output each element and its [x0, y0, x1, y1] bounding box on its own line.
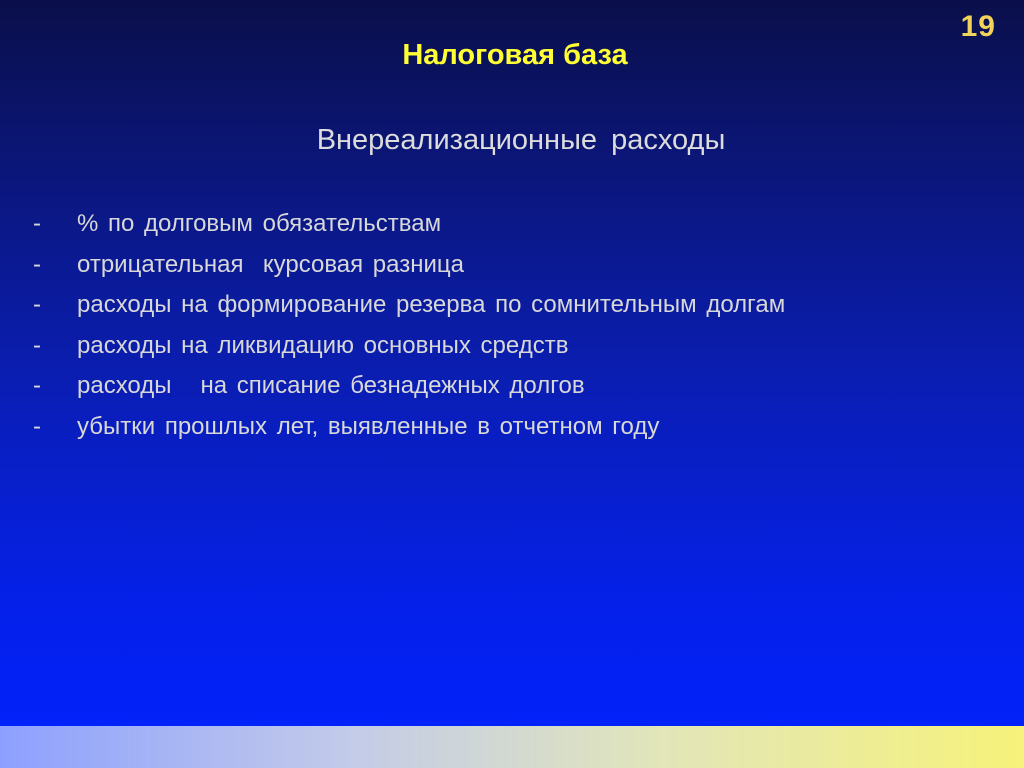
list-item-text: убытки прошлых лет, выявленные в отчетном году: [77, 412, 660, 440]
bullet-dash: -: [33, 331, 41, 359]
slide-title: Налоговая база: [402, 39, 628, 71]
list-item: [33, 210, 785, 251]
list-item: [33, 413, 785, 454]
list-item-text: отрицательная курсовая разница: [77, 250, 464, 278]
bullet-dash: -: [33, 250, 41, 278]
expense-list: [33, 210, 785, 453]
bullet-dash: -: [33, 210, 41, 237]
slide-subtitle: Внереализационные расходы: [316, 124, 726, 156]
list-item: [33, 332, 785, 373]
list-item: [33, 291, 785, 332]
list-item: [33, 251, 785, 292]
list-item: [33, 372, 785, 413]
bullet-dash: -: [33, 412, 41, 440]
footer-gradient-bar: [0, 726, 1024, 768]
bullet-dash: -: [33, 372, 41, 399]
page-number: 19: [960, 10, 996, 43]
list-item-text: % по долговым обязательствам: [77, 210, 442, 237]
bullet-dash: -: [33, 291, 41, 318]
list-item-text: расходы на формирование резерва по сомнительным долгам: [77, 291, 786, 318]
list-item-text: расходы на ликвидацию основных средств: [77, 331, 569, 359]
list-item-text: расходы на списание безнадежных долгов: [77, 372, 585, 399]
